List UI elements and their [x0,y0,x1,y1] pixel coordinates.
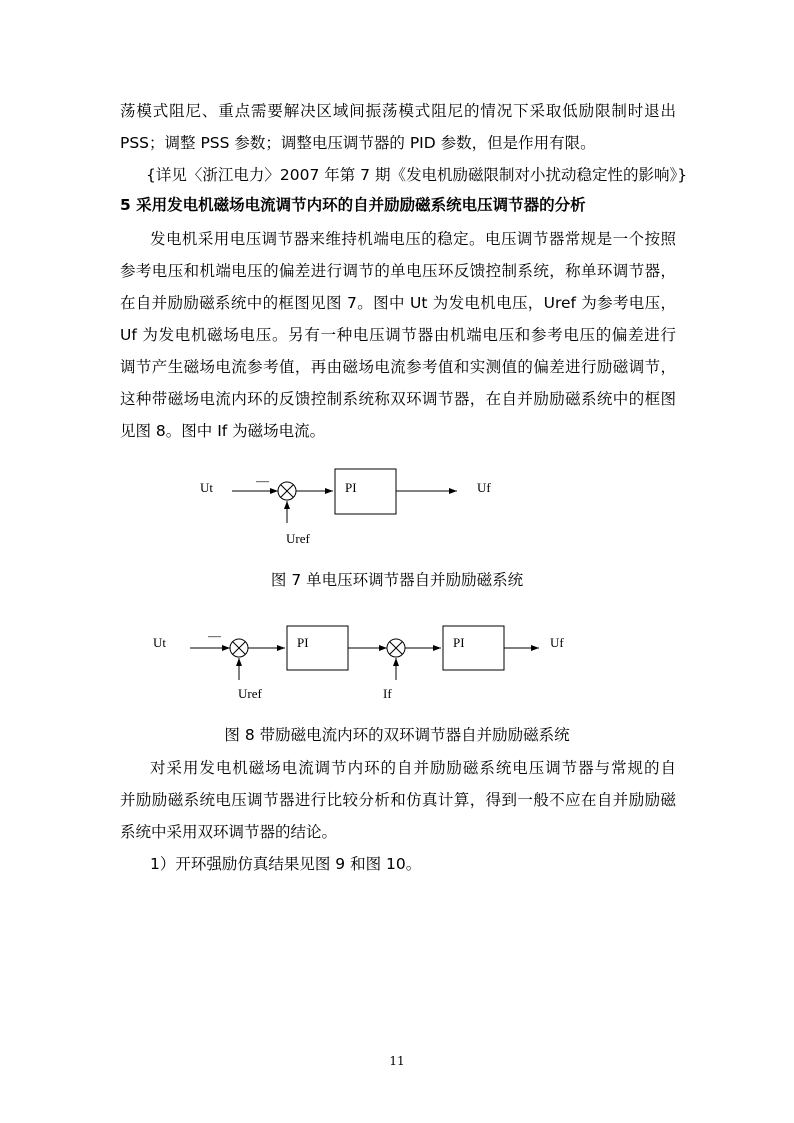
page-number: 11 [389,1054,405,1068]
fig8-input-label: Ut [153,635,166,650]
paragraph-3-line-1: 对采用发电机磁场电流调节内环的自并励励磁系统电压调节器与常规的自 [150,759,676,777]
paragraph-2-line-4: Uf 为发电机磁场电压。另有一种电压调节器由机端电压和参考电压的偏差进行 [120,326,676,344]
paragraph-2-line-6: 这种带磁场电流内环的反馈控制系统称双环调节器，在自并励励磁系统中的框图 [120,390,676,408]
paragraph-2-line-1: 发电机采用电压调节器来维持机端电压的稳定。电压调节器常规是一个按照 [150,230,676,248]
fig8-feedback-label: If [383,686,392,701]
paragraph-3-line-3: 系统中采用双环调节器的结论。 [120,823,338,841]
list-item-1: 1）开环强励仿真结果见图 9 和图 10。 [150,855,422,873]
fig7-pi-label: PI [345,480,357,495]
fig7-summing-junction [278,482,296,500]
paragraph-2-line-7: 见图 8。图中 If 为磁场电流。 [120,422,326,440]
figure-7-caption: 图 7 单电压环调节器自并励励磁系统 [270,571,524,589]
figure-8-caption: 图 8 带励磁电流内环的双环调节器自并励励磁系统 [224,726,570,744]
paragraph-2-line-5: 调节产生磁场电流参考值，再由磁场电流参考值和实测值的偏差进行励磁调节， [120,358,676,376]
fig8-pi1-label: PI [297,635,309,650]
figure-7-diagram [190,465,520,555]
fig7-input-label: Ut [200,480,213,495]
fig7-output-label: Uf [477,480,491,495]
paragraph-1-line-1: 荡模式阻尼、重点需要解决区域间振荡模式阻尼的情况下采取低励限制时退出 [120,102,676,120]
paragraph-3-line-2: 并励励磁系统电压调节器进行比较分析和仿真计算，得到一般不应在自并励励磁 [120,791,676,809]
paragraph-1-line-2: PSS；调整 PSS 参数；调整电压调节器的 PID 参数，但是作用有限。 [120,134,596,152]
paragraph-2-line-2: 参考电压和机端电压的偏差进行调节的单电压环反馈控制系统，称单环调节器， [120,262,676,280]
figure-8-diagram [145,618,585,708]
fig8-minus-sign: — [208,628,221,643]
fig8-summing-junction-2 [387,639,405,657]
fig8-reference-label: Uref [238,686,262,701]
paragraph-2-line-3: 在自并励励磁系统中的框图见图 7。图中 Ut 为发电机电压，Uref 为参考电压， [120,294,676,312]
reference-note: {详见〈浙江电力〉2007 年第 7 期《发电机励磁限制对小扰动稳定性的影响》} [146,166,688,184]
fig8-output-label: Uf [550,635,564,650]
section-heading: 5 采用发电机磁场电流调节内环的自并励励磁系统电压调节器的分析 [120,196,586,214]
fig7-reference-label: Uref [286,531,310,546]
fig8-pi2-label: PI [453,635,465,650]
fig7-minus-sign: — [256,473,269,488]
fig8-summing-junction-1 [230,639,248,657]
